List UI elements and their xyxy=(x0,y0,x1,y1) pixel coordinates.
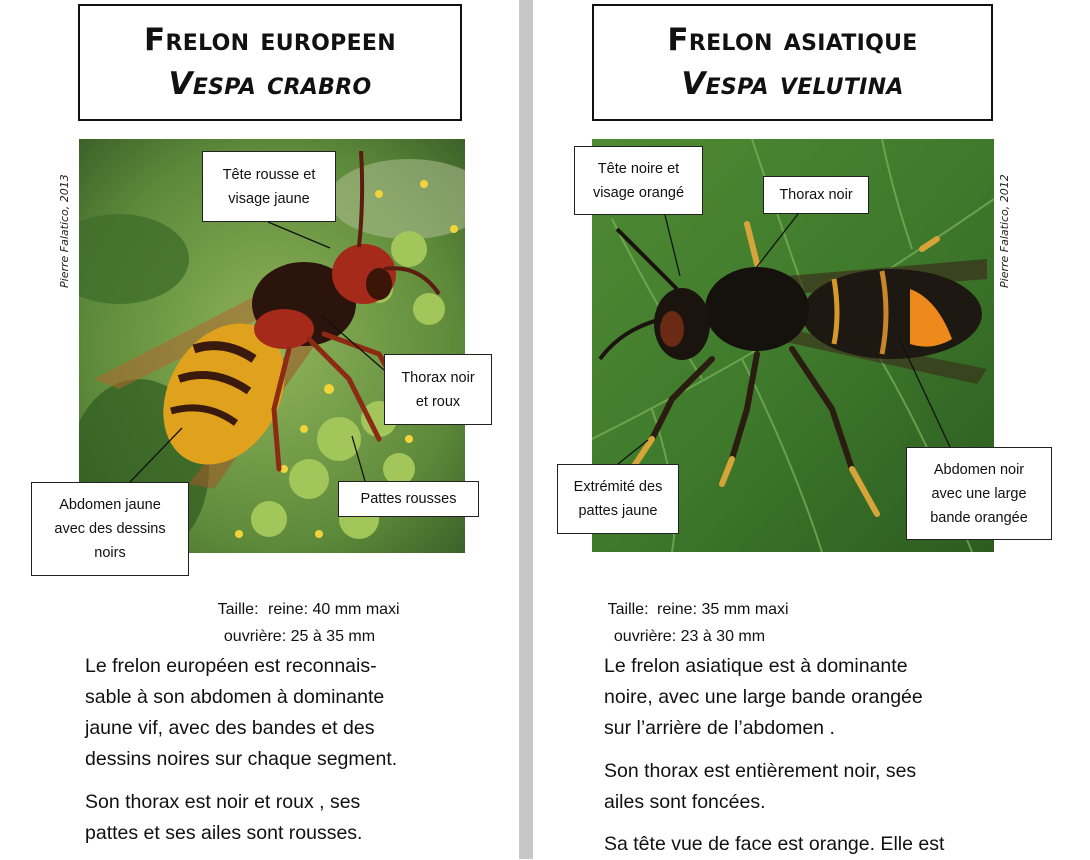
european-common-name: Frelon europeen xyxy=(144,22,396,58)
label-text: Pattes rousses xyxy=(360,491,457,507)
european-description-1 xyxy=(85,651,397,775)
asian-description-2 xyxy=(604,756,916,818)
label-asian-legs xyxy=(557,464,679,534)
text-line: Son thorax est entièrement noir, ses xyxy=(604,760,917,782)
label-text: noirs xyxy=(94,545,126,561)
asian-description-3 xyxy=(604,829,944,860)
label-text: et roux xyxy=(415,393,461,410)
label-text: Thorax noir xyxy=(779,187,853,203)
european-description-2 xyxy=(85,787,362,849)
european-size-queen: reine: 40 mm maxi xyxy=(268,601,400,618)
label-text: Abdomen jaune xyxy=(59,497,161,513)
size-worker: ouvrière: 25 à 35 mm xyxy=(223,628,376,645)
label-european-abdomen xyxy=(31,482,189,576)
label-text: pattes jaune xyxy=(578,503,658,519)
text-line: ailes sont foncées. xyxy=(604,791,766,813)
label-text: Extrémité des xyxy=(573,479,663,495)
size-label: Taille: xyxy=(217,601,259,618)
text-line: Sa tête vue de face est orange. Elle est xyxy=(604,833,945,855)
label-text: visage orangé xyxy=(592,184,685,201)
asian-scientific-name: Vespa velutina xyxy=(681,66,904,102)
label-text: bande orangée xyxy=(930,509,1028,526)
text-line: Son thorax est noir et roux , ses xyxy=(85,791,361,813)
text-line: sur l’arrière de l’abdomen . xyxy=(604,717,835,739)
european-scientific-name: Vespa crabro xyxy=(168,66,372,102)
european-title-box xyxy=(78,4,462,121)
label-text: visage jaune xyxy=(228,190,310,207)
european-photo-credit: Pierre Falatico, 2013 xyxy=(58,174,71,288)
label-text: Tête rousse et xyxy=(222,166,316,183)
asian-title-box xyxy=(592,4,993,121)
size-label: Taille: xyxy=(607,601,649,618)
asian-common-name: Frelon asiatique xyxy=(667,22,918,58)
text-line: pattes et ses ailes sont rousses. xyxy=(85,822,363,844)
label-european-thorax xyxy=(384,354,492,425)
label-text: avec une large xyxy=(931,485,1027,502)
size-worker: ouvrière: 23 à 30 mm xyxy=(613,628,766,645)
text-line: sable à son abdomen à dominante xyxy=(85,686,385,708)
text-line: dessins noires sur chaque segment. xyxy=(85,748,398,770)
label-european-legs xyxy=(338,481,479,517)
column-divider xyxy=(519,0,533,859)
label-text: Tête noire et xyxy=(597,160,680,177)
text-line: Le frelon européen est reconnais- xyxy=(85,655,377,677)
label-asian-thorax xyxy=(763,176,869,214)
label-asian-head xyxy=(574,146,703,215)
label-asian-abdomen xyxy=(906,447,1052,540)
label-text: Abdomen noir xyxy=(933,461,1025,478)
label-european-head xyxy=(202,151,336,222)
text-line: Le frelon asiatique est à dominante xyxy=(604,655,908,677)
asian-photo-credit: Pierre Falatico, 2012 xyxy=(998,174,1011,288)
label-text: avec des dessins xyxy=(54,521,166,537)
asian-description-1 xyxy=(604,651,923,744)
label-text: Thorax noir xyxy=(401,369,475,386)
text-line: noire, avec une large bande orangée xyxy=(604,686,923,708)
asian-size-queen: reine: 35 mm maxi xyxy=(657,601,789,618)
text-line: jaune vif, avec des bandes et des xyxy=(85,717,375,739)
